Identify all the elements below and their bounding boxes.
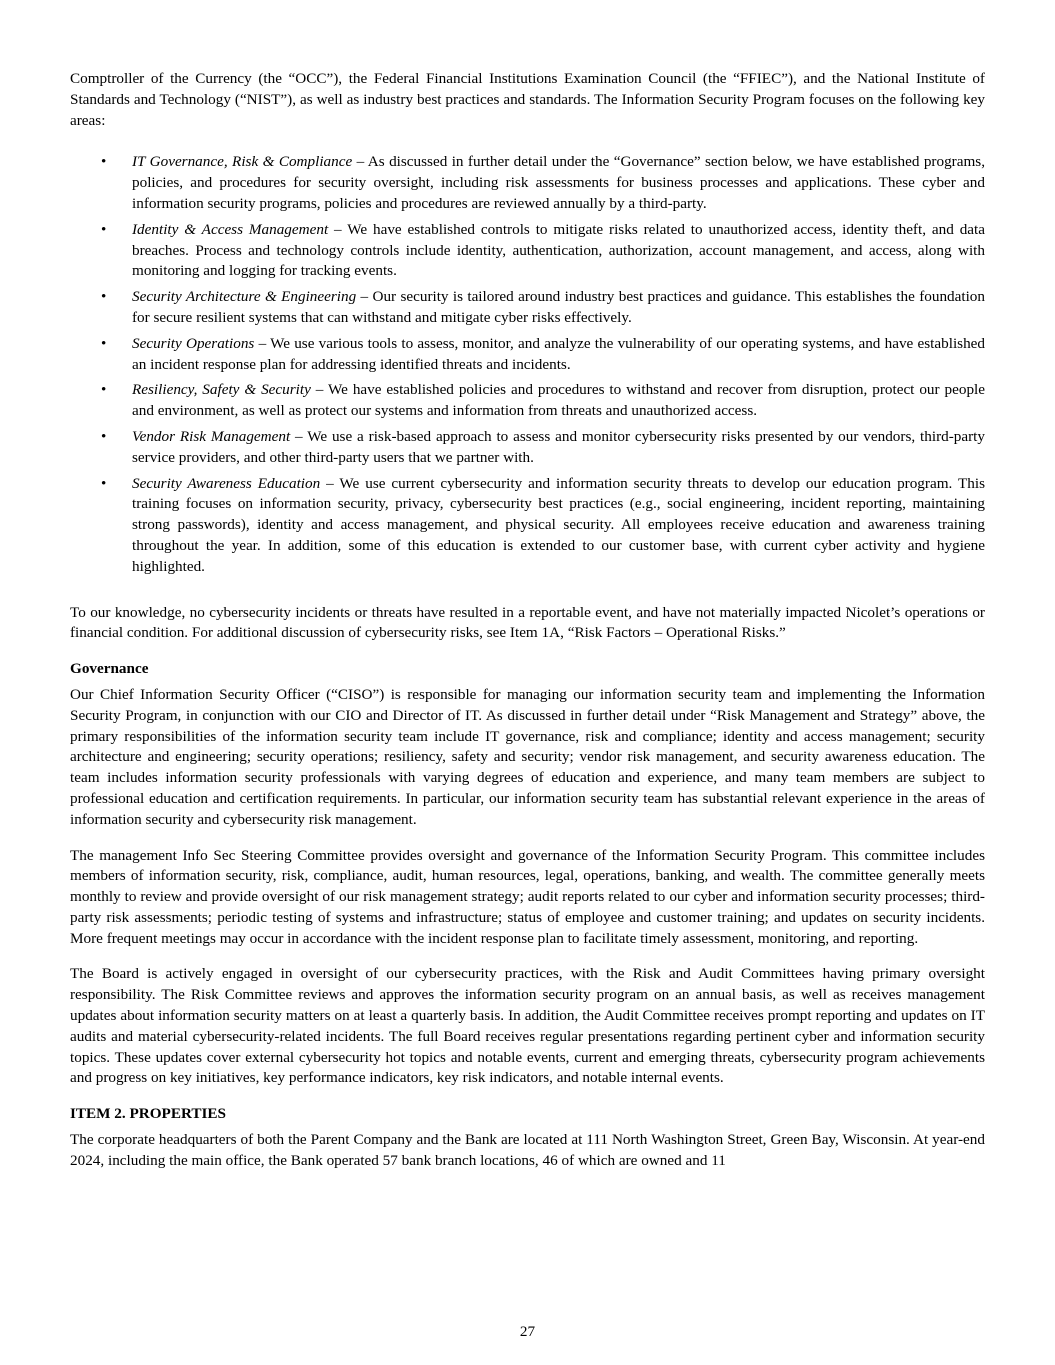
key-areas-list — [70, 152, 985, 577]
list-item — [70, 220, 985, 282]
key-area-title: Security Architecture & Engineering — [132, 288, 357, 306]
bullet-icon: • — [101, 288, 107, 306]
key-area-text: – Our security is tailored around industry best practices and guidance. This establishes the foundation for secure resilient systems that can withstand and mitigate cyber risks effectively. — [132, 288, 985, 326]
list-item — [70, 380, 985, 422]
key-area-text: – We use a risk-based approach to assess and monitor cybersecurity risks presented by our vendors, third-party service providers, and other third-party users that we partner with. — [132, 427, 985, 466]
bullet-icon: • — [101, 334, 107, 352]
governance-paragraph: Our Chief Information Security Officer (“CISO”) is responsible for managing our information security team and implementing the Information Security Program, in conjunction with our CIO and Director of IT. As discussed in further detail under “Risk Management and Strategy” above, the primary responsibilities of the information security team include IT governance, risk and compliance; identity and access management; security architecture and engineering; security operations; resiliency, safety and security; vendor risk management, and security awareness education. The team includes information security professionals with varying degrees of education and experience, and many team members are subject to professional education and certification requirements. In particular, our information security team has substantial relevant experience in the areas of information security and cybersecurity risk management. — [70, 685, 985, 828]
key-area-text: – We have established policies and procedures to withstand and recover from disruption, protect our people and environment, as well as protect our systems and information from threats and unauthorized access. — [132, 381, 985, 420]
document-page — [70, 69, 985, 1172]
bullet-icon: • — [101, 474, 107, 492]
key-area-title: Identity & Access Management — [132, 220, 329, 238]
knowledge-paragraph: To our knowledge, no cybersecurity incidents or threats have resulted in a reportable event, and have not materially impacted Nicolet’s operations or financial condition. For additional discussion of cybersecurity risks, see Item 1A, “Risk Factors – Operational Risks.” — [70, 603, 985, 642]
governance-heading: Governance — [70, 660, 149, 678]
governance-paragraph: The Board is actively engaged in oversight of our cybersecurity practices, with the Risk and Audit Committees having primary oversight responsibility. The Risk Committee reviews and approves the information security program on an annual basis, as well as receives management updates about information security matters on at least a quarterly basis. In addition, the Audit Committee receives prompt reporting and updates on IT audits and material cybersecurity-related incidents. The full Board receives regular presentations regarding pertinent cyber and information security topics. These updates cover external cybersecurity hot topics and notable events, current and emerging threats, cybersecurity program achievements and progress on key initiatives, key performance indicators, key risk indicators, and notable internal events. — [70, 965, 985, 1087]
key-area-title: Security Awareness Education — [132, 474, 321, 492]
governance-paragraph: The management Info Sec Steering Committee provides oversight and governance of the Information Security Program. This committee includes members of information security, risk, compliance, audit, human resources, legal, operations, banking, and wealth. The committee generally meets monthly to review and provide oversight of our risk management strategy; audit reports related to our cyber and information security processes; third-party risk assessments; periodic testing of systems and infrastructure; status of employee and customer training; and updates on security incidents. More frequent meetings may occur in accordance with the incident response plan to facilitate timely assessment, monitoring, and reporting. — [70, 846, 985, 947]
properties-paragraph: The corporate headquarters of both the Parent Company and the Bank are located at 111 North Washington Street, Green Bay, Wisconsin. At year-end 2024, including the main office, the Bank operated 57 bank branch locations, 46 of which are owned and 11 — [70, 1131, 985, 1169]
intro-paragraph: Comptroller of the Currency (the “OCC”), the Federal Financial Institutions Examination Council (the “FFIEC”), and the National Institute of Standards and Technology (“NIST”), as well as industry best practices and standards. The Information Security Program focuses on the following key areas: — [70, 70, 985, 129]
list-item — [70, 152, 985, 214]
key-area-text: – We use current cybersecurity and information security threats to develop our education program. This training focuses on information security, privacy, cybersecurity best practices (e.g., social engineering, incident reporting, maintaining strong passwords), identity and access management, and physical security. All employees receive education and awareness training throughout the year. In addition, some of this education is extended to our customer base, with current cyber activity and hygiene highlighted. — [132, 474, 985, 575]
key-area-text: – As discussed in further detail under the “Governance” section below, we have established programs, policies, and procedures for security oversight, including risk assessments for business processes and applications. These cyber and information security programs, policies and procedures are reviewed annually by a third-party. — [132, 153, 985, 212]
key-area-title: IT Governance, Risk & Compliance — [132, 153, 353, 171]
key-area-text: – We use various tools to assess, monitor, and analyze the vulnerability of our operating systems, and have established an incident response plan for addressing identified threats and incidents. — [132, 334, 986, 373]
list-item — [70, 427, 985, 469]
bullet-icon: • — [101, 381, 107, 399]
page-number: 27 — [519, 1323, 536, 1340]
list-item — [70, 474, 985, 578]
key-area-title: Resiliency, Safety & Security — [132, 381, 311, 399]
bullet-icon: • — [101, 427, 107, 445]
bullet-icon: • — [101, 220, 107, 238]
key-area-title: Vendor Risk Management — [132, 427, 291, 445]
list-item — [70, 287, 985, 329]
key-area-title: Security Operations — [132, 334, 255, 352]
list-item — [70, 334, 985, 376]
properties-heading: ITEM 2. PROPERTIES — [70, 1105, 227, 1123]
key-area-text: – We have established controls to mitigate risks related to unauthorized access, identity theft, and data breaches. Process and technology controls include identity, authentication, authorization, account management, and access, along with monitoring and logging for tracking events. — [132, 220, 985, 280]
bullet-icon: • — [101, 153, 107, 171]
